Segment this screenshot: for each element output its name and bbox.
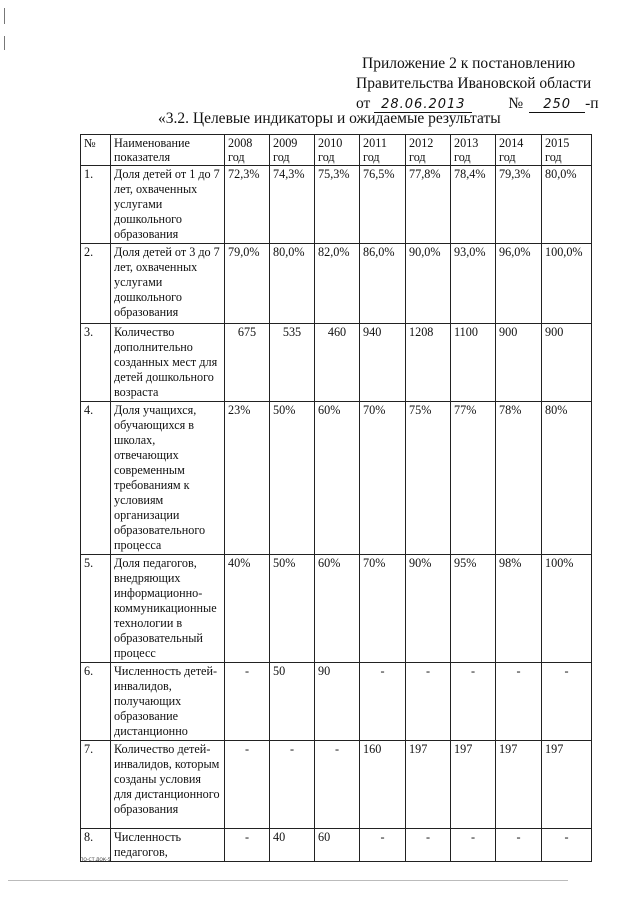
row-value: 78% [496, 402, 542, 555]
row-value: 197 [496, 741, 542, 829]
header-year: 2015 год [542, 135, 592, 166]
row-value: 900 [496, 324, 542, 402]
row-value: 80,0% [270, 244, 315, 324]
indicators-table [80, 134, 592, 862]
row-value: 80% [542, 402, 592, 555]
row-value: - [542, 829, 592, 862]
row-value: 940 [360, 324, 406, 402]
row-value: - [270, 741, 315, 829]
row-value: 535 [270, 324, 315, 402]
row-value: 50% [270, 555, 315, 663]
row-value: 93,0% [451, 244, 496, 324]
table-row [81, 555, 592, 663]
handwritten-date: 28.06.2013 [374, 97, 472, 113]
row-value: 90,0% [406, 244, 451, 324]
row-value: 197 [406, 741, 451, 829]
table-row [81, 244, 592, 324]
row-value: 75,3% [315, 166, 360, 244]
row-value: - [496, 663, 542, 741]
row-num: 5. [81, 555, 111, 663]
row-value: 80,0% [542, 166, 592, 244]
row-value: 1100 [451, 324, 496, 402]
row-value: 60 [315, 829, 360, 862]
row-value: 79,3% [496, 166, 542, 244]
table-row [81, 402, 592, 555]
row-value: 86,0% [360, 244, 406, 324]
header-year: 2012 год [406, 135, 451, 166]
header-num: № [81, 135, 111, 166]
row-value: 96,0% [496, 244, 542, 324]
table-row [81, 829, 592, 862]
row-value: - [360, 663, 406, 741]
row-value: 77% [451, 402, 496, 555]
row-value: - [225, 741, 270, 829]
header-year: 2013 год [451, 135, 496, 166]
row-value: 50 [270, 663, 315, 741]
margin-mark [4, 36, 5, 50]
annex-header [356, 54, 636, 114]
row-name: Доля педагогов, внедряющих информационно-коммуникационные технологии в образовательный процесс [111, 555, 225, 663]
row-name: Количество дополнительно созданных мест для детей дошкольного возраста [111, 324, 225, 402]
row-value: - [496, 829, 542, 862]
header-year: 2011 год [360, 135, 406, 166]
header-year: 2008 год [225, 135, 270, 166]
row-value: - [406, 663, 451, 741]
margin-mark [4, 8, 5, 24]
row-value: 70% [360, 555, 406, 663]
row-name: Доля детей от 1 до 7 лет, охваченных услугами дошкольного образования [111, 166, 225, 244]
footer-divider [8, 880, 568, 881]
row-value: 95% [451, 555, 496, 663]
footer-code: ПО-СТ.ДОК-5 [80, 858, 111, 863]
section-title: «3.2. Целевые индикаторы и ожидаемые результаты [158, 110, 501, 127]
row-value: 60% [315, 402, 360, 555]
row-value: 40% [225, 555, 270, 663]
row-value: 197 [542, 741, 592, 829]
header-year: 2009 год [270, 135, 315, 166]
row-value: 82,0% [315, 244, 360, 324]
row-value: 100,0% [542, 244, 592, 324]
row-value: 100% [542, 555, 592, 663]
row-num: 3. [81, 324, 111, 402]
handwritten-number: 250 [529, 97, 585, 113]
row-num: 6. [81, 663, 111, 741]
number-suffix: -п [585, 95, 599, 112]
row-value: 78,4% [451, 166, 496, 244]
row-num: 1. [81, 166, 111, 244]
table-row [81, 741, 592, 829]
annex-line-2: Правительства Ивановской области [356, 75, 592, 92]
row-value: 675 [225, 324, 270, 402]
row-value: 77,8% [406, 166, 451, 244]
row-name: Численность детей-инвалидов, получающих образование дистанционно [111, 663, 225, 741]
row-value: 72,3% [225, 166, 270, 244]
row-value: 160 [360, 741, 406, 829]
header-year: 2010 год [315, 135, 360, 166]
row-value: 98% [496, 555, 542, 663]
row-name: Численность педагогов, [111, 829, 225, 862]
row-value: - [451, 829, 496, 862]
row-value: 23% [225, 402, 270, 555]
header-year: 2014 год [496, 135, 542, 166]
row-value: - [406, 829, 451, 862]
row-value: 197 [451, 741, 496, 829]
row-value: 76,5% [360, 166, 406, 244]
row-value: 90 [315, 663, 360, 741]
row-value: 1208 [406, 324, 451, 402]
table-row [81, 166, 592, 244]
row-value: - [315, 741, 360, 829]
row-value: 75% [406, 402, 451, 555]
table-row [81, 663, 592, 741]
table-header-row [81, 135, 592, 166]
row-value: - [360, 829, 406, 862]
row-num: 7. [81, 741, 111, 829]
row-value: - [225, 663, 270, 741]
annex-line-1: Приложение 2 к постановлению [362, 55, 576, 72]
from-prefix: от [356, 95, 371, 112]
row-value: 60% [315, 555, 360, 663]
row-value: 50% [270, 402, 315, 555]
row-num: 4. [81, 402, 111, 555]
row-value: 900 [542, 324, 592, 402]
row-value: - [542, 663, 592, 741]
row-value: 74,3% [270, 166, 315, 244]
row-value: 70% [360, 402, 406, 555]
table-row [81, 324, 592, 402]
header-name: Наименование показателя [111, 135, 225, 166]
row-value: 90% [406, 555, 451, 663]
row-num: 2. [81, 244, 111, 324]
number-label: № [508, 95, 524, 112]
row-value: 40 [270, 829, 315, 862]
row-name: Количество детей-инвалидов, которым созданы условия для дистанционного образования [111, 741, 225, 829]
row-name: Доля детей от 3 до 7 лет, охваченных услугами дошкольного образования [111, 244, 225, 324]
row-value: - [225, 829, 270, 862]
row-value: - [451, 663, 496, 741]
row-name: Доля учащихся, обучающихся в школах, отвечающих современным требованиям к условиям организации образовательного процесса [111, 402, 225, 555]
row-value: 79,0% [225, 244, 270, 324]
row-value: 460 [315, 324, 360, 402]
row-num: 8. [81, 829, 111, 862]
